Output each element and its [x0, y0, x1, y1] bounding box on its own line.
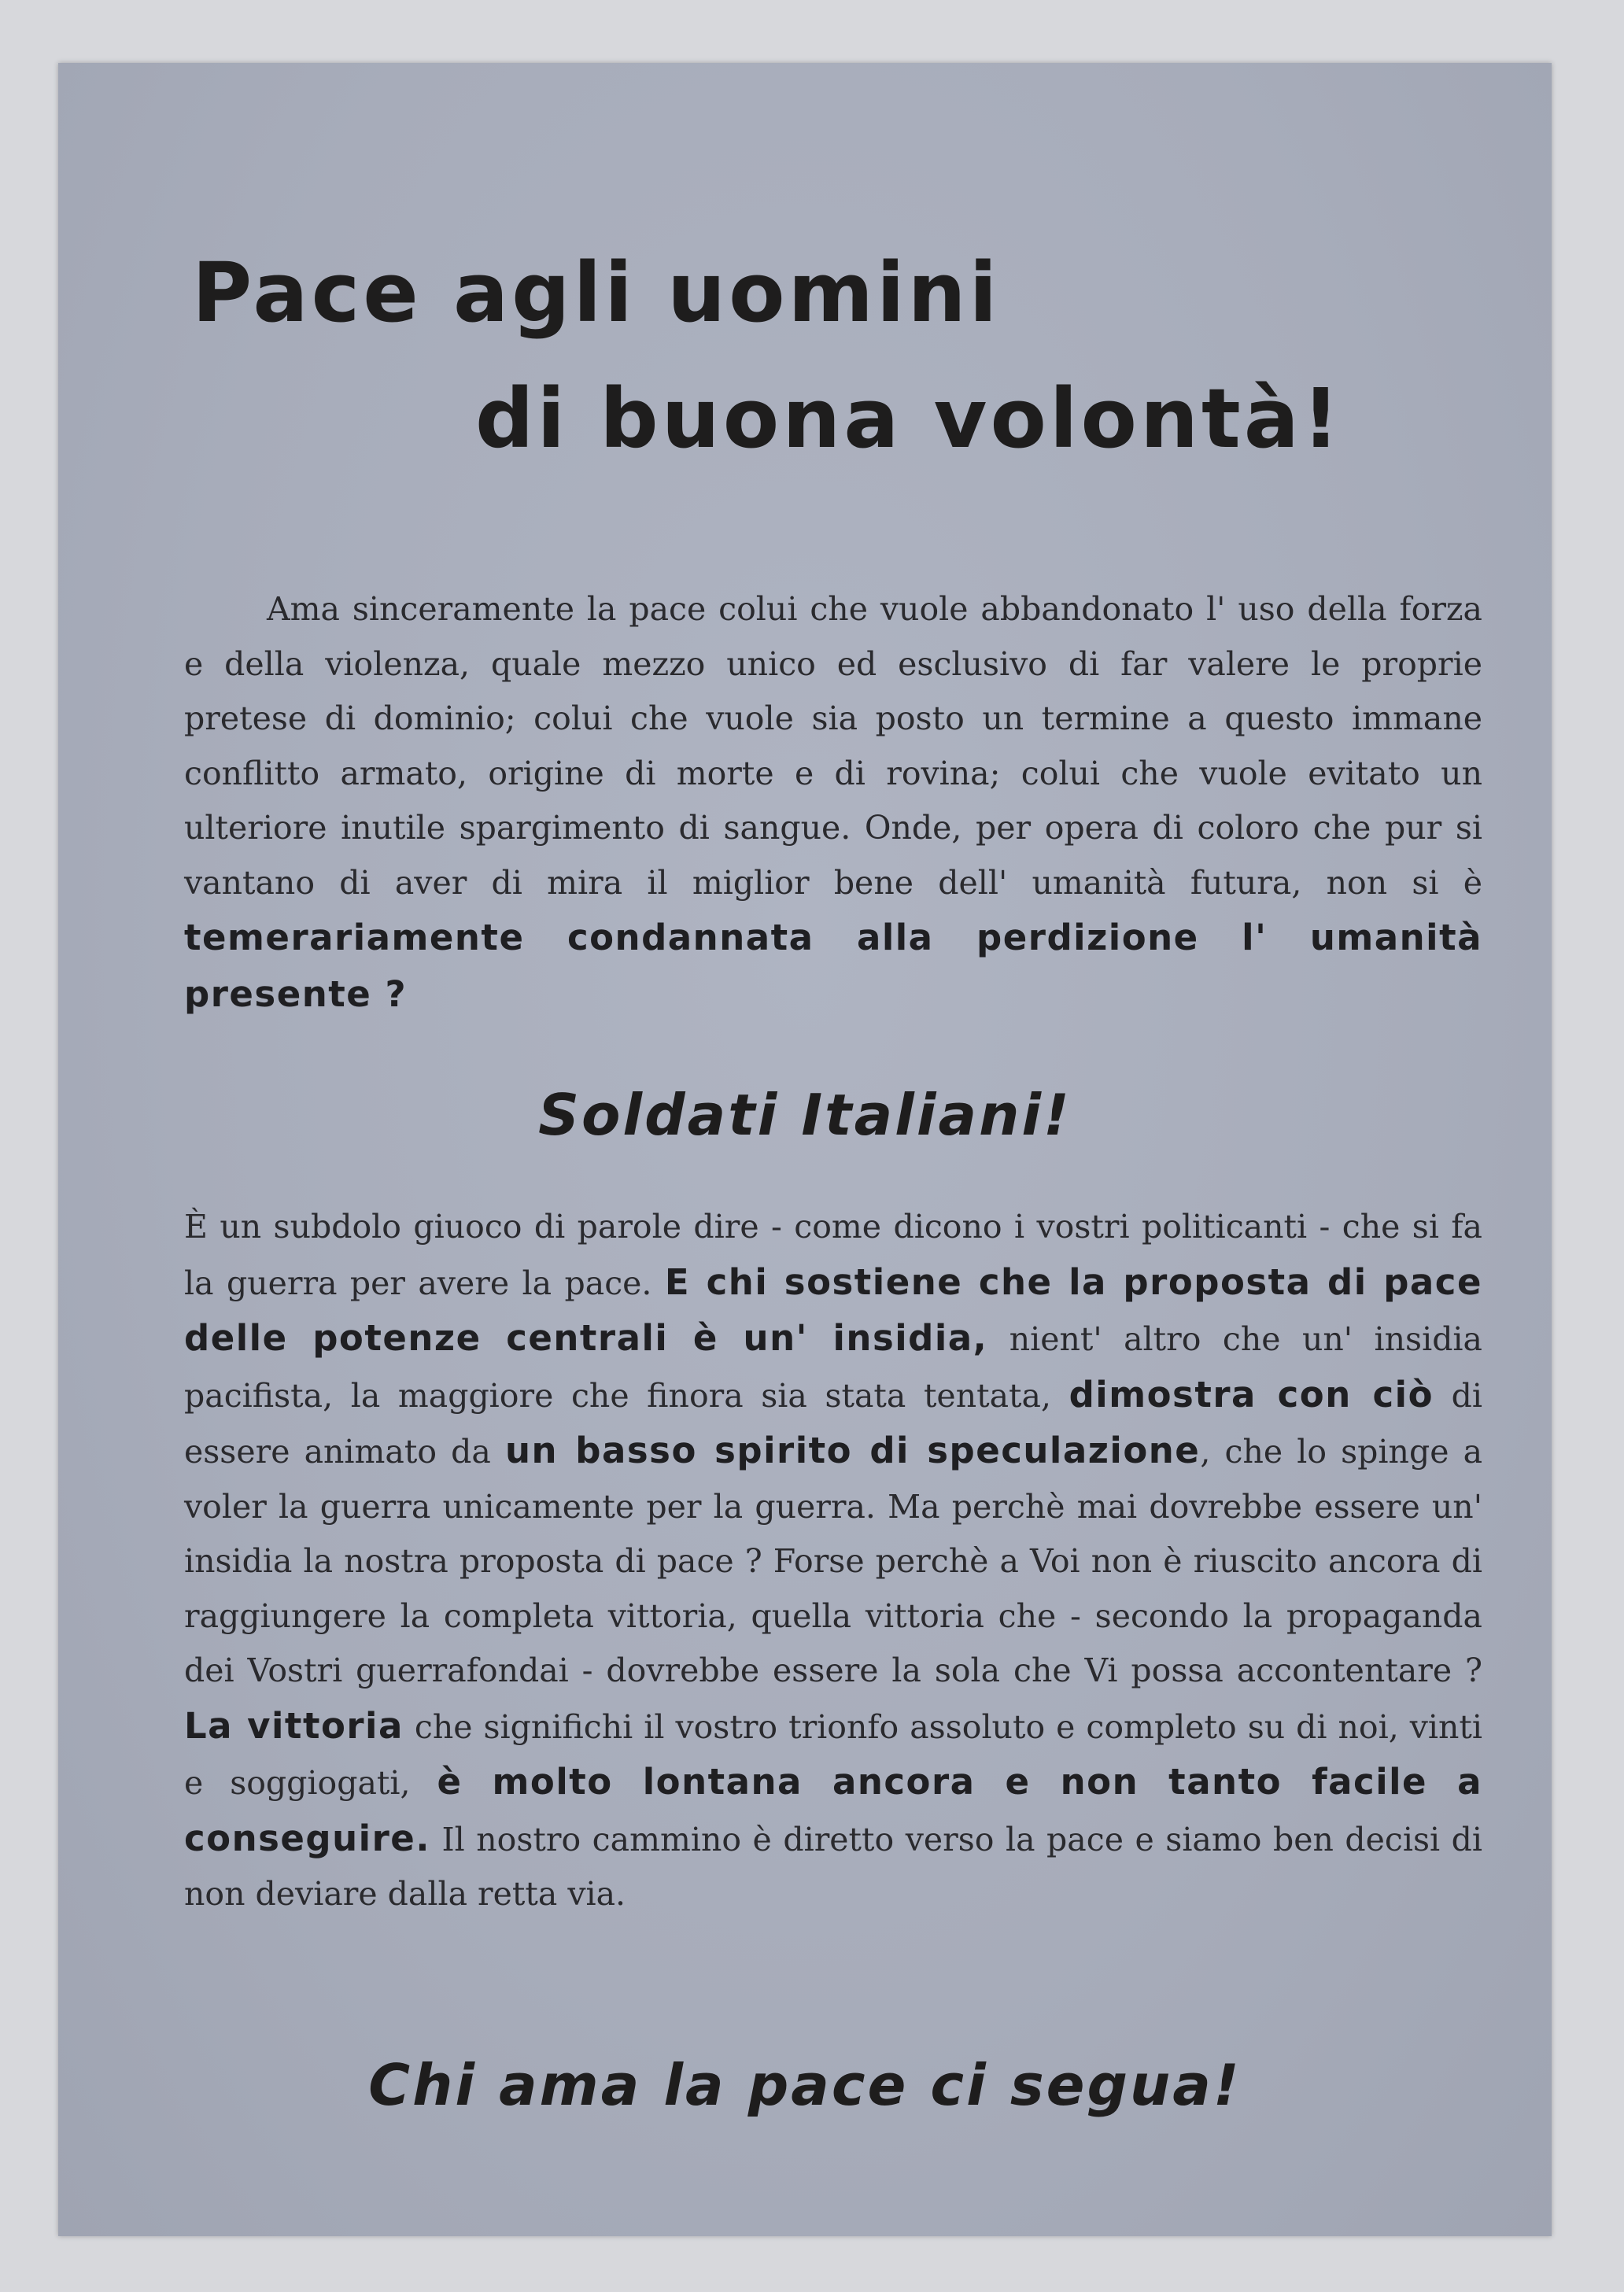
- paragraph-2-text-6: Il nostro cammino è diretto verso la pace e siamo ben decisi di non deviare dalla retta via.: [184, 1820, 1482, 1913]
- paragraph-1: [184, 582, 1482, 1023]
- paragraph-2: [184, 1200, 1482, 1922]
- leaflet-sheet: [58, 63, 1552, 2236]
- paragraph-2-text-1: È un subdolo giuoco di parole dire - come dicono i vostri politicanti - che si fa la guerra per avere la pace.: [184, 1208, 1482, 1302]
- paragraph-2-emphasis-3: un basso spirito di speculazione: [504, 1430, 1201, 1471]
- paragraph-2-text-3: di essere animato da: [184, 1376, 1482, 1471]
- paragraph-2-text-2: nient' altro che un' insidia pacifista, la maggiore che finora sia stata tentata,: [184, 1320, 1482, 1415]
- paragraph-2-emphasis-2: dimostra con ciò: [1069, 1373, 1434, 1415]
- paragraph-2-emphasis-5: è molto lontana ancora e non tanto facile a conseguire.: [184, 1761, 1482, 1859]
- paragraph-1-text: Ama sinceramente la pace colui che vuole abbandonato l' uso della forza e della violenza, quale mezzo unico ed esclusivo di far valere le proprie pretese di dominio; colui che vuole sia posto un termine a questo immane conflitto armato, origine di morte e di rovina; colui che vuole evitato un ulteriore inutile spargimento di sangue. Onde, per opera di coloro che pur si vantano di aver di mira il miglior bene dell' umanità futura, non si è: [184, 590, 1482, 902]
- paragraph-2-emphasis-1: E chi sostiene che la proposta di pace delle potenze centrali è un' insidia,: [184, 1260, 1482, 1359]
- heading-closing: Chi ama la pace ci segua!: [368, 2052, 1242, 2118]
- title-line-2: di buona volontà!: [475, 371, 1343, 467]
- heading-soldati: Soldati Italiani!: [538, 1082, 1072, 1148]
- paragraph-2-text-5: che significhi il vostro trionfo assoluto e completo su di noi, vinti e soggiogati,: [184, 1707, 1483, 1802]
- paragraph-2-text-4: , che lo spinge a voler la guerra unicamente per la guerra. Ma perchè mai dovrebbe essere un' insidia la nostra proposta di pace ? Forse perchè a Voi non è riuscito ancora di raggiungere la completa vittoria, quella vittoria che - secondo la propaganda dei Vostri guerrafondai - dovrebbe essere la sola che Vi possa accontentare ?: [184, 1433, 1483, 1689]
- paragraph-2-emphasis-4: La vittoria: [184, 1704, 404, 1747]
- paragraph-1-emphasis: temerariamente condannata alla perdizione l' umanità presente ?: [184, 917, 1482, 1015]
- title-line-1: Pace agli uomini: [192, 245, 1001, 341]
